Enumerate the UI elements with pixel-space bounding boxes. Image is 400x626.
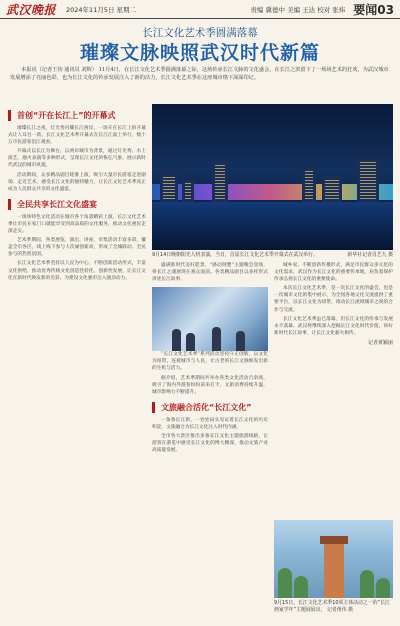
bottom-photo-credit: 记者黄伟 摄	[327, 607, 354, 613]
building	[322, 176, 342, 202]
newspaper-logo: 武汉晚报	[6, 2, 57, 17]
subhead-culture-tourism: 文旅融合活化“长江文化”	[152, 402, 268, 413]
visitor-figure	[186, 333, 195, 351]
visitor-figure	[236, 331, 245, 351]
paragraph: 长江文化艺术季坚持以人民为中心，不断创新活动形式，丰富文化供给，推动优秀传统文化创造性转化、创新性发展，让长江文化在新时代焕发新的光彩，为建设文化强市注入强劲动力。	[8, 261, 146, 281]
editor-credits: 责编 冀德中 美编 王达 校对 张炜	[250, 5, 346, 14]
paragraph: 活动期间，众多精品剧目轮番上演，吸引大量市民游客走进剧场、走近艺术，感受长江文化的独特魅力，让长江文化艺术季真正成为人民群众共享的文化盛宴。	[8, 172, 146, 192]
paragraph: 据介绍，艺术季期间共举办各类文化活动百余场，吸引了海内外游客纷纷前来打卡，文旅消费持续升温，城市影响力不断提升。	[152, 375, 268, 395]
top-photo-caption-row	[152, 252, 393, 259]
building	[182, 180, 194, 202]
paragraph: 盛满新时代美好愿景，“感动荆楚”主题晚会登场，将长江之魂展现在观众面前。各类精品剧目以多样形式讲述长江故事。	[152, 263, 268, 283]
article-lede: 本报讯（记者王钧 通讯员 刘辉） 11月4日，在长江文化艺术季圆满落幕之际，这场传承长江文脉的文化盛会，在长江之滨留下了一场场艺术的狂欢，为武汉城市发展增添了亮丽色彩，也为长江文化的传承发展注入了新的活力，长江文化艺术季在这座城市烙下深深印记。	[10, 67, 389, 81]
bottom-photo-caption: 9月15日，长江文化艺术季10项主体活动之一的“长江画家学年”主题展展出。	[274, 600, 390, 613]
paragraph: 开幕式以长江为舞台，以两岸城市为背景，通过灯光秀、水上演艺、烟火表演等多种形式，呈现长江文化的恢弘气象，展示新时代武汉的城市风貌。	[8, 149, 146, 169]
exhibition-visitors-photo	[152, 287, 268, 351]
subhead-opening-ceremony: 首创“开在长江上”的开幕式	[8, 110, 146, 121]
paragraph: “长江文化艺术季”系列活动坚持守正创新，以文化为纽带，连接城市与人民，让古老的长江文脉焕发出新的生机与活力。	[152, 352, 268, 372]
visitor-figure	[172, 329, 181, 351]
tree	[360, 570, 374, 598]
paragraph: 艺术季期间，各类展览、演出、讲座、市集活动丰富多彩，覆盖全市各区，线上线下参与人次屡创新高，形成了全城联动、全民参与的热烈氛围。	[8, 238, 146, 258]
tower	[324, 542, 344, 598]
top-photo-caption: 9月14日晚朝阳光人机表演。当日，首届长江文化艺术季开幕式在武汉举行。	[152, 252, 318, 258]
article-headline: 璀璨文脉映照武汉时代新篇	[79, 42, 320, 64]
yellow-crane-tower-photo	[274, 520, 393, 598]
middle-column	[152, 262, 268, 622]
building	[302, 168, 316, 202]
left-column	[8, 104, 146, 622]
issue-date: 2024年11月5日 星期二	[66, 5, 137, 14]
paragraph: 城乡家，不断创新传播形式，满足市民群众多元化的文化需求，武汉作为长江文化的重要传承地，肩负着保护传承弘扬长江文化的重要使命。	[274, 263, 393, 283]
paragraph: 一条条长江街、一处处码头见证着长江文化的历史积淀，文旅融合为长江文化注入时代内涵。	[152, 417, 268, 430]
bottom-photo-caption-block	[274, 600, 393, 614]
right-column	[274, 262, 393, 562]
night-drone-show-photo	[152, 104, 393, 250]
paragraph: 长江文化艺术季虽已落幕，但长江文化的传承与发展永不落幕。武汉将继续深入挖掘长江文化时代价值，讲好新时代长江故事，让长江文化薪火相传。	[274, 316, 393, 336]
visitor-figure	[212, 327, 221, 351]
masthead	[0, 0, 400, 19]
paragraph: 璀璨长江之夜，灯光秀闪耀长江两岸，一场开在长江上的开幕式让人耳目一新。长江文化艺术季开幕式在长江江面上举行，数十万市民游客沿江观看。	[8, 126, 146, 146]
tree	[376, 578, 390, 598]
tree	[278, 568, 292, 598]
building	[357, 158, 379, 202]
building	[212, 162, 228, 202]
top-photo-credit: 新华社记者肖艺九 摄	[347, 252, 393, 258]
paragraph: 全市各大景区推出多条长江文化主题旅游线路，让游客在游览中感受长江文化的博大精深，推动文旅产业高质量发展。	[152, 434, 268, 454]
tree	[294, 576, 308, 598]
building	[160, 172, 178, 202]
article-byline: 记者黄颖丽	[367, 339, 393, 346]
paragraph: 本次长江文化艺术季，是一次长江文化的盛会，也是一次城市文化的集中展示，为全国各地文化交流提供了重要平台，以长江文化为纽带，推动长江流域城市之间的合作与交流。	[274, 286, 393, 313]
article-kicker: 长江文化艺术季圆满落幕	[142, 27, 258, 39]
subhead-shared-feast: 全民共享长江文化盛宴	[8, 199, 146, 210]
paragraph: 一场场特色文化活动在城市各个角落精彩上演，长江文化艺术季让市民在家门口就能享受到高品质的文化服务，推动文化惠民走深走实。	[8, 214, 146, 235]
river-reflection	[152, 202, 393, 250]
section-label: 要闻03	[353, 2, 394, 17]
